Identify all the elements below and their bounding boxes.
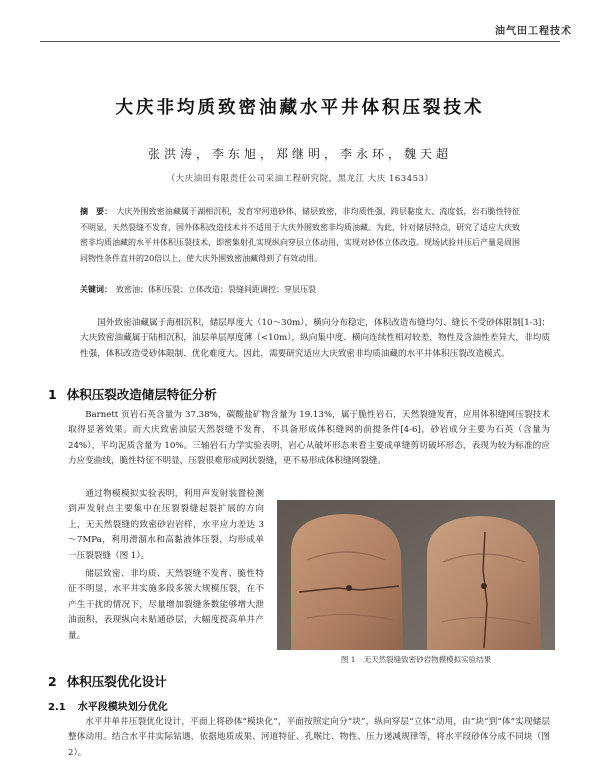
section-2-number: 2 xyxy=(48,674,57,689)
subsection-2-1-number: 2.1 xyxy=(48,702,66,713)
section-1-paragraph-1: Barnett 页岩石英含量为 37.38%，碳酸盐矿物含量为 19.13%，属于脆性岩石，天然裂缝发育，应用体积缝网压裂技术取得显著效果。而大庆致密油层天然裂缝不发育，不具备形成体积缝网的前提条件[4-6]，砂岩成分主要为石英（含量为 24%），平均泥质含量为 10%。三轴岩石力学实验表明，岩心从破坏形态来看主要成单缝剪切破坏形态，表现为较为标准的应力应变曲线，脆性特征不明显，压裂很难形成网状裂缝，更不易形成体积缝网裂缝。 xyxy=(68,410,550,467)
section-1-heading xyxy=(48,385,217,403)
keywords-text: 致密油；体积压裂；立体改造；裂缝间距调控；穿层压裂 xyxy=(116,285,316,294)
figure-1-caption-text: 无天然裂缝致密砂岩物模模拟实验结果 xyxy=(363,655,492,664)
section-1-paragraph-3: 储层致密、非均质、天然裂缝不发育、脆性特征不明显，水平井实施多段多簇大规模压裂，在不产生干扰的情况下，尽量增加裂缝条数能够增大泄油面积，表现纵向未贴通砂层，大幅度提高单井产量。 xyxy=(68,569,264,641)
abstract-text: 大庆外围致密油藏属于湖相沉积，发育窄河道砂体，储层致密，非均质性强，跨层黏度大、流度低，岩石脆性特征不明显，天然裂缝不发育，国外体积改造技术并不适用于大庆外围致密非均质油藏。为此，针对储层特点，研究了适应大庆致密非均质油藏的水平井体积压裂技术，即密集射孔实现纵向穿层立体动用，实现对砂体立体改造。现场试验井压后产量是周围同物性条件直井的20倍以上，使大庆外围致密油藏得到了有效动用。 xyxy=(80,207,521,263)
abstract-label: 摘 要： xyxy=(80,207,113,216)
header-divider xyxy=(40,41,560,42)
section-2-heading xyxy=(48,672,167,690)
keywords-label: 关键词： xyxy=(80,285,112,294)
section-2-paragraph-1: 水平井单井压裂优化设计，平面上将砂体“模块化”，平面按照定向分“块”，纵向穿层“立体”动用，由“块”到“体”实现储层整体动用。结合水平井实际钻遇，依据地质成果、河道特征、孔喉比、物性、压力递减规律等，将水平段砂体分成不同块（图 2）。 xyxy=(68,717,550,758)
article-title: 大庆非均质致密油藏水平井体积压裂技术 xyxy=(115,98,485,118)
intro-paragraph: 国外致密油藏属于海相沉积，储层厚度大（10～30m），横向分布稳定，体积改造布缝均匀、缝长不受砂体限制[1-3]；大庆致密油藏属于陆相沉积，油层单层厚度薄（<10m），纵向集中度、横向连续性相对较差，物性及含油性差异大，非均质性强，体积改造受砂体限制、优化难度大。因此，需要研究适应大庆致密非均质油藏的水平井体积压裂改造模式。 xyxy=(80,318,550,359)
figure-1-number: 图 1 xyxy=(340,655,356,664)
section-1-number: 1 xyxy=(48,387,57,402)
subsection-2-1-title: 水平段模块划分优化 xyxy=(77,702,168,713)
article-authors: 张洪涛，李东旭，郑继明，李永环，魏天超 xyxy=(147,147,452,161)
figure-1-image xyxy=(277,500,555,650)
abstract xyxy=(80,204,520,266)
figure-1-caption xyxy=(277,654,555,665)
journal-name: 油气田工程技术 xyxy=(495,26,572,37)
subsection-2-1-heading xyxy=(48,698,168,713)
keywords xyxy=(80,284,520,295)
section-2-title: 体积压裂优化设计 xyxy=(66,674,167,689)
rock-sample-photo xyxy=(277,500,555,650)
section-1-title: 体积压裂改造储层特征分析 xyxy=(66,387,217,402)
article-affiliation: （大庆油田有限责任公司采油工程研究院，黑龙江 大庆 163453） xyxy=(166,174,434,184)
section-1-paragraph-2: 通过物模模拟实验表明，利用声发射装置检测到声发射点主要集中在压裂裂缝起裂扩展的方向上，无天然裂缝的致密砂岩岩样，水平应力差达 3～7MPa，利用滑溜水和高黏液体压裂，均形成单一压裂裂缝（图 1）。 xyxy=(68,489,264,561)
